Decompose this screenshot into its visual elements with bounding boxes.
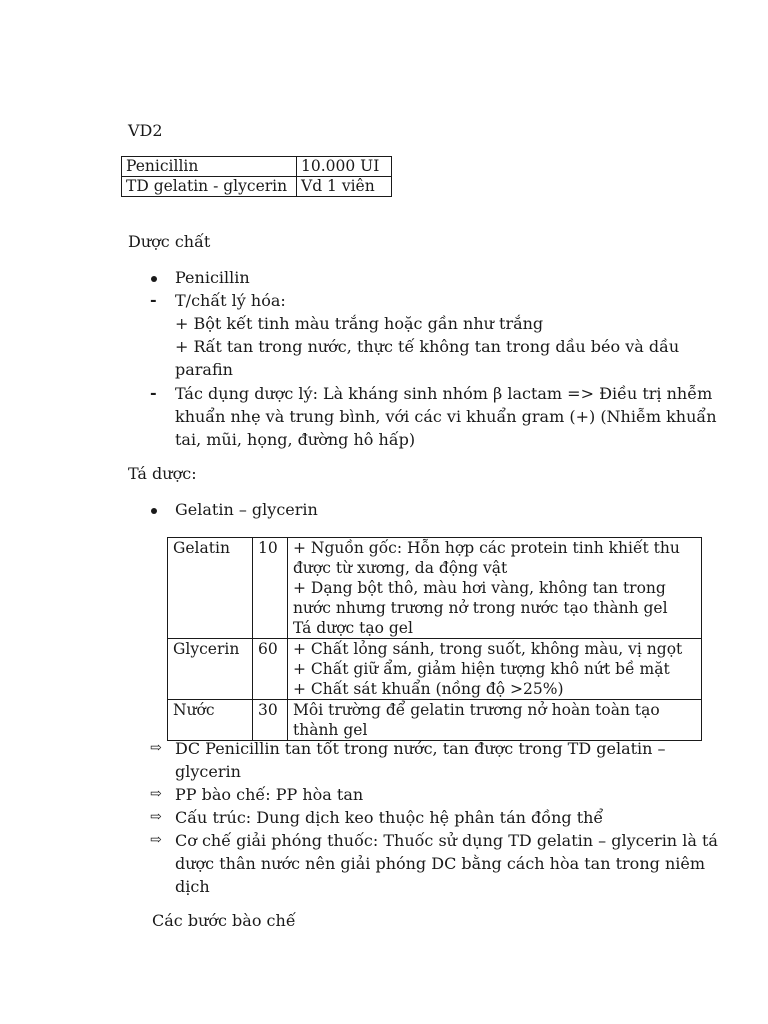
conclusion-line: dược thân nước nên giải phóng DC bằng cách hòa tan trong niêm [175, 854, 706, 873]
dash-icon: - [150, 290, 157, 309]
formula-table [121, 156, 392, 197]
excipient-heading: Tá dược: [128, 464, 197, 483]
description-line: + Chất sát khuẩn (nồng độ >25%) [293, 680, 564, 698]
preparation-steps-heading: Các bước bào chế [152, 911, 296, 930]
excipient-amount: 60 [253, 639, 288, 700]
excipient-description [288, 639, 702, 700]
conclusion-line: Cơ chế giải phóng thuốc: Thuốc sử dụng TD gelatin – glycerin là tá [175, 831, 718, 850]
excipient-table [167, 537, 702, 741]
excipient-name: Glycerin [168, 639, 253, 700]
pharmacology-line: khuẩn nhẹ và trung bình, với các vi khuẩn gram (+) (Nhiễm khuẩn [175, 407, 717, 426]
ingredient-amount: Vd 1 viên [297, 177, 392, 197]
ingredient-name: Penicillin [122, 157, 297, 177]
active-ingredient-item: Penicillin [175, 268, 250, 287]
excipient-description [288, 538, 702, 639]
bullet-icon [151, 508, 157, 514]
arrow-icon: ⇨ [150, 832, 162, 848]
physchem-label: T/chất lý hóa: [175, 291, 286, 310]
arrow-icon: ⇨ [150, 786, 162, 802]
conclusion-line: Cấu trúc: Dung dịch keo thuộc hệ phân tán đồng thể [175, 808, 604, 827]
pharmacology-line: tai, mũi, họng, đường hô hấp) [175, 430, 416, 449]
description-line: + Chất giữ ẩm, giảm hiện tượng khô nứt bề mặt [293, 660, 670, 678]
active-ingredient-heading: Dược chất [128, 232, 211, 251]
table-row [168, 700, 702, 741]
example-heading: VD2 [128, 121, 163, 140]
physchem-line: parafin [175, 360, 233, 379]
excipient-amount: 30 [253, 700, 288, 741]
ingredient-amount: 10.000 UI [297, 157, 392, 177]
arrow-icon: ⇨ [150, 809, 162, 825]
description-line: được từ xương, da động vật [293, 559, 508, 577]
description-line: + Chất lỏng sánh, trong suốt, không màu, vị ngọt [293, 640, 683, 658]
description-line: nước nhưng trương nở trong nước tạo thành gel [293, 599, 668, 617]
table-row [122, 157, 392, 177]
table-row [168, 538, 702, 639]
excipient-name: Nước [168, 700, 253, 741]
description-line: Tá dược tạo gel [293, 619, 413, 637]
conclusion-line: glycerin [175, 762, 241, 781]
excipient-amount: 10 [253, 538, 288, 639]
excipient-name: Gelatin [168, 538, 253, 639]
arrow-icon: ⇨ [150, 740, 162, 756]
description-line: Môi trường để gelatin trương nở hoàn toàn tạo [293, 701, 660, 719]
dash-icon: - [150, 383, 157, 402]
conclusion-line: PP bào chế: PP hòa tan [175, 785, 364, 804]
table-row [168, 639, 702, 700]
conclusion-line: dịch [175, 877, 210, 896]
conclusion-line: DC Penicillin tan tốt trong nước, tan được trong TD gelatin – [175, 739, 666, 758]
bullet-icon [151, 276, 157, 282]
description-line: thành gel [293, 721, 368, 739]
physchem-line: + Rất tan trong nước, thực tế không tan trong dầu béo và dầu [175, 337, 680, 356]
excipient-item: Gelatin – glycerin [175, 500, 318, 519]
physchem-line: + Bột kết tinh màu trắng hoặc gần như trắng [175, 314, 544, 333]
description-line: + Nguồn gốc: Hỗn hợp các protein tinh khiết thu [293, 539, 680, 557]
excipient-description [288, 700, 702, 741]
pharmacology-line: Tác dụng dược lý: Là kháng sinh nhóm β lactam => Điều trị nhễm [175, 384, 713, 403]
ingredient-name: TD gelatin - glycerin [122, 177, 297, 197]
table-row [122, 177, 392, 197]
description-line: + Dạng bột thô, màu hơi vàng, không tan trong [293, 579, 666, 597]
